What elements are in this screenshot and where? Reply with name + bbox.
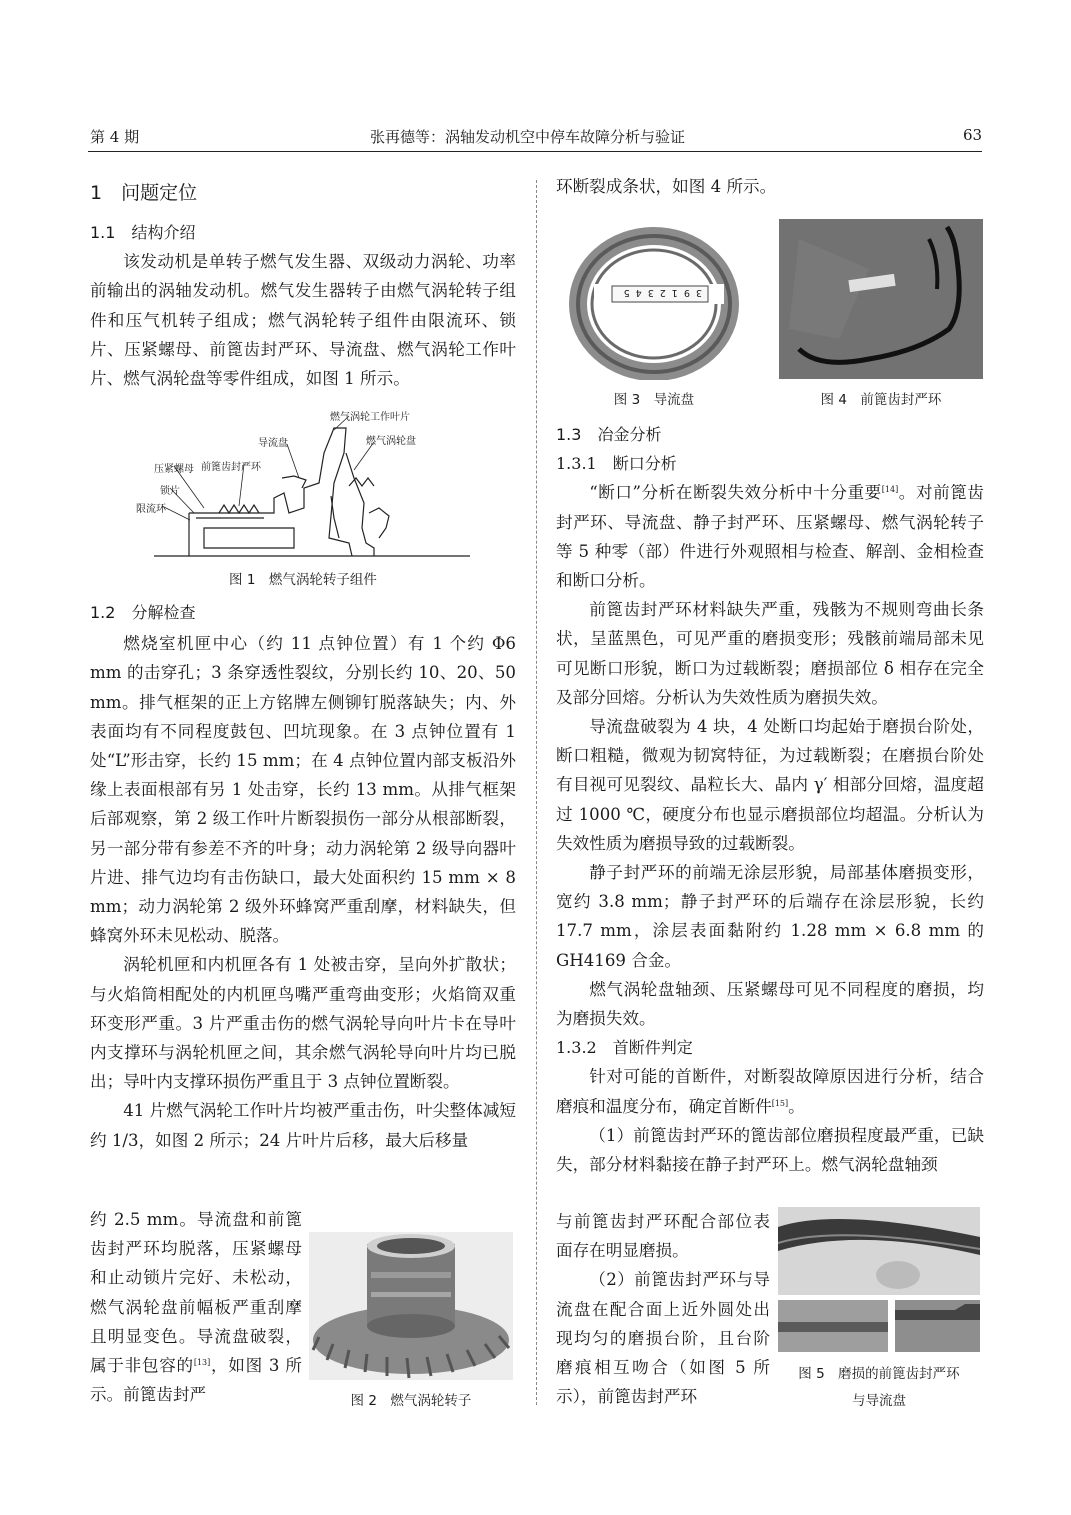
figure-4-caption: 图 4 前篦齿封严环 xyxy=(820,392,942,408)
turbine-rotor-schematic xyxy=(134,408,474,563)
paragraph-item-1-end: 与前篦齿封严环配合部位表面存在明显磨损。 xyxy=(556,1212,770,1261)
paragraph-guide-disk: 约 2.5 mm。导流盘和前篦齿封严环均脱落，压紧螺母和止动锁片完好、未松动，燃气涡轮盘前幅板严重刮摩且明显变色。导流盘破裂，属于非包容的 xyxy=(90,1210,302,1376)
right-column-top xyxy=(556,172,984,201)
page-number: 63 xyxy=(963,126,983,144)
paragraph-blades: 41 片燃气涡轮工作叶片均被严重击伤，叶尖整体减短约 1/3，如图 2 所示；24 片叶片后移，最大后移量 xyxy=(90,1101,516,1150)
label-blade: 燃气涡轮工作叶片 xyxy=(330,412,410,423)
seal-ring-image xyxy=(779,219,983,379)
paragraph-continuation: 环断裂成条状，如图 4 所示。 xyxy=(556,177,777,196)
section-1-3-1-heading: 1.3.1 断口分析 xyxy=(556,454,677,474)
wear-step-image-right xyxy=(895,1300,980,1352)
scale-text: 3 9 1 2 3 4 5 xyxy=(623,287,702,298)
guide-disk-image xyxy=(568,220,740,380)
citation-15: [15] xyxy=(771,1098,789,1108)
left-wrapped-text xyxy=(90,1205,302,1409)
figure-4-photo xyxy=(779,219,983,379)
paragraph-casing: 涡轮机匣和内机匣各有 1 处被击穿，呈向外扩散状；与火焰筒相配处的内机匣鸟嘴严重弯曲变形；火焰筒双重环变形严重。3 片严重击伤的燃气涡轮导向叶片卡在导叶内支撑环与涡轮机匣之间，其余燃气涡轮导向叶片均已脱出；导叶内支撑环损伤严重且于 3 点钟位置断裂。 xyxy=(90,955,516,1092)
paragraph-inspection: 燃烧室机匣中心（约 11 点钟位置）有 1 个约 Φ6 mm 的击穿孔；3 条穿透性裂纹，分别长约 10、20、50 mm。排气框架的正上方铭牌左侧铆钉脱落缺失；内、外表面均有不同程度鼓包、凹坑现象。在 3 点钟位置有 1 处“L”形击穿，长约 15 mm；在 4 点钟位置内部支板沿外缘上表面根部有另 1 处击穿，长约 13 mm。从排气框架后部观察，第 2 级工作叶片断裂损伤一部分从根部断裂，另一部分带有参差不齐的叶身；动力涡轮第 2 级导向器叶片进、排气边均有击伤缺口，最大处面积约 15 mm × 8 mm；动力涡轮第 2 级外环蜂窝严重刮摩，材料缺失，但蜂窝外环未见松动、脱落。 xyxy=(90,634,516,946)
figure-2-photo xyxy=(309,1232,513,1380)
issue-number: 第 4 期 xyxy=(90,128,140,146)
section-1-heading: 1 问题定位 xyxy=(90,182,198,204)
label-turbine-disk: 燃气涡轮盘 xyxy=(366,436,416,447)
citation-14: [14] xyxy=(881,485,899,495)
paragraph-fracture-intro-end: 。对前篦齿封严环、导流盘、静子封严环、压紧螺母、燃气涡轮转子等 5 种零（部）件进行外观照相与检查、解剖、金相检查和断口分析。 xyxy=(556,483,985,591)
label-lock: 锁片 xyxy=(160,486,180,497)
figure-3-caption: 图 3 导流盘 xyxy=(613,392,695,408)
section-1-3-heading: 1.3 冶金分析 xyxy=(556,425,662,444)
column-divider xyxy=(536,180,537,1405)
running-title: 张再德等：涡轴发动机空中停车故障分析与验证 xyxy=(370,128,686,146)
paragraph-static-seal: 静子封严环的前端无涂层形貌，局部基体磨损变形，宽约 3.8 mm；静子封严环的后端存在涂层形貌，长约 17.7 mm，涂层表面黏附约 1.28 mm × 6.8 mm 的 GH4169 合金。 xyxy=(556,863,984,970)
label-nut: 压紧螺母 xyxy=(154,464,194,475)
turbine-rotor-image xyxy=(309,1232,513,1380)
figure-3-photo xyxy=(568,220,740,380)
paragraph-guide-disk-end: ，如图 3 所示。前篦齿封严 xyxy=(90,1356,302,1405)
paragraph-seal-ring: 前篦齿封严环材料缺失严重，残骸为不规则弯曲长条状，呈蓝黑色，可见严重的磨损变形；残骸前端局部未见可见断口形貌，断口为过载断裂；磨损部位 δ 相存在完全及部分回熔。分析认为失效性质为磨损失效。 xyxy=(556,600,984,707)
left-column-mid xyxy=(90,598,516,1155)
figure-5-photo-left xyxy=(778,1300,888,1352)
section-1-2-heading: 1.2 分解检查 xyxy=(90,603,196,622)
paragraph-item-2: （2）前篦齿封严环与导流盘在配合面上近外圆处出现均匀的磨损台阶，且台阶磨痕相互吻合（如图 5 所示），前篦齿封严环 xyxy=(556,1270,770,1407)
header-rule xyxy=(88,151,982,152)
figure-2-caption: 图 2 燃气涡轮转子 xyxy=(350,1393,472,1409)
paragraph-structure: 该发动机是单转子燃气发生器、双级动力涡轮、功率前输出的涡轴发动机。燃气发生器转子由燃气涡轮转子组件和压气机转子组成；燃气涡轮转子组件由限流环、锁片、压紧螺母、前篦齿封严环、导流盘、燃气涡轮工作叶片、燃气涡轮盘等零件组成，如图 1 所示。 xyxy=(90,252,516,389)
figure-5-caption-line2: 与导流盘 xyxy=(852,1393,906,1409)
paragraph-first-fracture-end: 。 xyxy=(788,1096,805,1116)
figure-1-diagram xyxy=(134,408,474,563)
paragraph-first-fracture: 针对可能的首断件，对断裂故障原因进行分析，结合磨痕和温度分布，确定首断件 xyxy=(556,1067,984,1116)
label-guide-disk: 导流盘 xyxy=(258,438,288,449)
paragraph-disk-journal: 燃气涡轮盘轴颈、压紧螺母可见不同程度的磨损，均为磨损失效。 xyxy=(556,979,984,1029)
paragraph-item-1: （1）前篦齿封严环的篦齿部位磨损程度最严重，已缺失，部分材料黏接在静子封严环上。燃气涡轮盘轴颈 xyxy=(556,1125,984,1175)
worn-seal-image xyxy=(778,1207,980,1295)
section-1-1-heading: 1.1 结构介绍 xyxy=(90,223,196,242)
citation-13: [13] xyxy=(193,1358,211,1368)
wear-step-image-left xyxy=(778,1300,888,1352)
figure-1-caption: 图 1 燃气涡轮转子组件 xyxy=(229,572,377,588)
paragraph-guide-disk-fracture: 导流盘破裂为 4 块，4 处断口均起始于磨损台阶处，断口粗糙，微观为韧窝特征，为过载断裂；在磨损台阶处有目视可见裂纹、晶粒长大、晶内 γ′ 相部分回熔，温度超过 1000 ℃，硬度分布也显示磨损部位均超温。分析认为失效性质为磨损导致的过载断裂。 xyxy=(556,717,984,853)
left-column-top xyxy=(90,178,516,393)
label-seal: 前篦齿封严环 xyxy=(201,462,261,473)
right-column-mid xyxy=(556,420,984,1179)
figure-5-caption-line1: 图 5 磨损的前篦齿封严环 xyxy=(798,1366,960,1382)
figure-5-photo-right xyxy=(895,1300,980,1352)
paragraph-fracture-intro: “断口”分析在断裂失效分析中十分重要 xyxy=(589,483,882,503)
section-1-3-2-heading: 1.3.2 首断件判定 xyxy=(556,1038,693,1058)
right-wrapped-text xyxy=(556,1207,770,1411)
figure-5-photo-top xyxy=(778,1207,980,1295)
label-ring: 限流环 xyxy=(136,504,166,515)
